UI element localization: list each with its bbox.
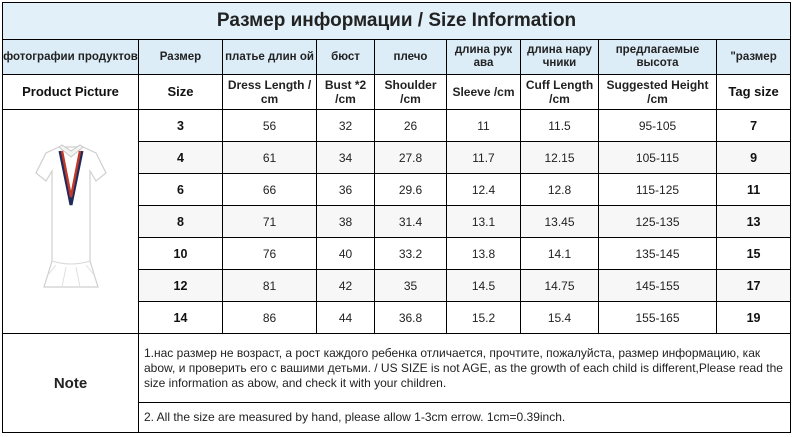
header-ru-bust: бюст (317, 40, 375, 75)
header-ru-shoulder: плечо (375, 40, 447, 75)
table-row (3, 110, 791, 142)
cell-dress-length: 61 (223, 142, 317, 174)
header-en-sleeve: Sleeve /cm (447, 75, 521, 110)
cell-dress-length: 86 (223, 302, 317, 334)
header-en-height: Suggested Height /cm (599, 75, 717, 110)
cell-shoulder: 27.8 (375, 142, 447, 174)
header-ru-height: предлагаемые высота (599, 40, 717, 75)
header-ru-cuff: длина нару чники (521, 40, 599, 75)
cell-bust: 34 (317, 142, 375, 174)
cell-bust: 40 (317, 238, 375, 270)
header-en-cuff: Cuff Length /cm (521, 75, 599, 110)
cell-shoulder: 26 (375, 110, 447, 142)
cell-height: 125-135 (599, 206, 717, 238)
cell-shoulder: 29.6 (375, 174, 447, 206)
cell-tag: 15 (717, 238, 791, 270)
cell-sleeve: 12.4 (447, 174, 521, 206)
cell-cuff: 13.45 (521, 206, 599, 238)
cell-bust: 44 (317, 302, 375, 334)
header-en-shoulder: Shoulder /cm (375, 75, 447, 110)
cell-shoulder: 35 (375, 270, 447, 302)
cell-sleeve: 15.2 (447, 302, 521, 334)
cell-tag: 11 (717, 174, 791, 206)
cell-tag: 17 (717, 270, 791, 302)
note-text-2: 2. All the size are measured by hand, please allow 1-3cm errow. 1cm=0.39inch. (139, 403, 791, 433)
cell-cuff: 14.75 (521, 270, 599, 302)
cell-height: 95-105 (599, 110, 717, 142)
cell-shoulder: 31.4 (375, 206, 447, 238)
cell-sleeve: 11.7 (447, 142, 521, 174)
cell-shoulder: 33.2 (375, 238, 447, 270)
header-ru-dress-length: платье длин ой (223, 40, 317, 75)
cell-dress-length: 56 (223, 110, 317, 142)
cell-size: 10 (139, 238, 223, 270)
cell-bust: 36 (317, 174, 375, 206)
header-en-dress-length: Dress Length / cm (223, 75, 317, 110)
cell-size: 8 (139, 206, 223, 238)
cell-size: 3 (139, 110, 223, 142)
header-en-bust: Bust *2 /cm (317, 75, 375, 110)
cell-size: 12 (139, 270, 223, 302)
cell-cuff: 12.15 (521, 142, 599, 174)
cell-sleeve: 14.5 (447, 270, 521, 302)
note-text-1: 1.нас размер не возраст, а рост каждого ребенка отличается, прочтите, пожалуйста, размер информацию, как abow, и проверить его с вашими детьми. / US SIZE is not AGE, as the growth of each child is different,Please read the size information as abow, and check it with your children. (139, 334, 791, 403)
cell-shoulder: 36.8 (375, 302, 447, 334)
size-information-table (2, 2, 791, 433)
cell-size: 14 (139, 302, 223, 334)
cell-tag: 9 (717, 142, 791, 174)
header-en-picture: Product Picture (3, 75, 139, 110)
cell-cuff: 15.4 (521, 302, 599, 334)
cell-cuff: 11.5 (521, 110, 599, 142)
dress-image (32, 137, 110, 307)
cell-height: 155-165 (599, 302, 717, 334)
cell-dress-length: 66 (223, 174, 317, 206)
cell-bust: 42 (317, 270, 375, 302)
cell-size: 6 (139, 174, 223, 206)
header-ru-sleeve: длина рук ава (447, 40, 521, 75)
cell-tag: 7 (717, 110, 791, 142)
cell-bust: 32 (317, 110, 375, 142)
note-label: Note (3, 334, 139, 433)
cell-cuff: 12.8 (521, 174, 599, 206)
cell-cuff: 14.1 (521, 238, 599, 270)
cell-height: 115-125 (599, 174, 717, 206)
header-row-english (3, 75, 791, 110)
header-row-russian (3, 40, 791, 75)
cell-height: 135-145 (599, 238, 717, 270)
cell-sleeve: 13.8 (447, 238, 521, 270)
header-ru-tag: "размер (717, 40, 791, 75)
cell-tag: 19 (717, 302, 791, 334)
cell-size: 4 (139, 142, 223, 174)
cell-sleeve: 11 (447, 110, 521, 142)
cell-tag: 13 (717, 206, 791, 238)
note-row (3, 334, 791, 403)
cell-sleeve: 13.1 (447, 206, 521, 238)
header-ru-picture: фотографии продуктов (3, 40, 139, 75)
cell-dress-length: 71 (223, 206, 317, 238)
cell-bust: 38 (317, 206, 375, 238)
header-en-tag: Tag size (717, 75, 791, 110)
cell-height: 145-155 (599, 270, 717, 302)
header-en-size: Size (139, 75, 223, 110)
cell-height: 105-115 (599, 142, 717, 174)
cell-dress-length: 81 (223, 270, 317, 302)
header-ru-size: Размер (139, 40, 223, 75)
product-picture-cell (3, 110, 139, 334)
cell-dress-length: 76 (223, 238, 317, 270)
table-title: Размер информации / Size Information (3, 3, 791, 40)
